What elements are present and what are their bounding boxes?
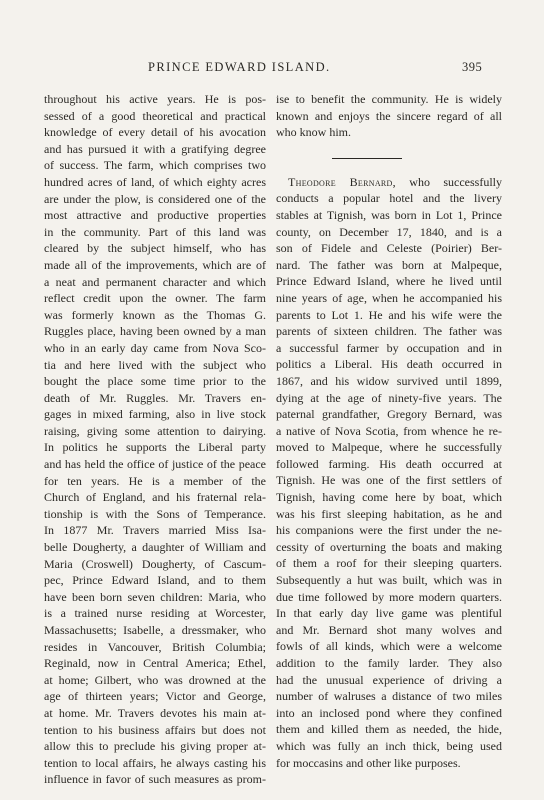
text-line: parents of sixteen children. The father was bbox=[276, 324, 502, 339]
left-column bbox=[44, 91, 266, 788]
text-line: who in an early day came from Nova Sco- bbox=[44, 340, 266, 355]
text-line: nine years of age, when he accompanied his bbox=[276, 290, 502, 305]
text-line: had the unusual experience of driving a bbox=[276, 672, 502, 687]
text-line: In 1877 Mr. Travers married Miss Isa- bbox=[44, 523, 266, 538]
text-line: parents to Lot 1. He and his wife were the bbox=[276, 307, 502, 322]
text-line: 1867, and his widow survived until 1899, bbox=[276, 373, 502, 388]
text-line: most attractive and productive properties bbox=[44, 208, 266, 223]
text-line: made all of the improvements, which are of bbox=[44, 257, 266, 272]
text-line: age of thirteen years; Victor and George, bbox=[44, 689, 266, 704]
text-line: influence in favor of such measures as prom- bbox=[44, 772, 266, 787]
text-line: knowledge of every detail of his avocation bbox=[44, 125, 266, 140]
text-line: and has pursued it with a gratifying degree bbox=[44, 141, 266, 156]
text-line: pec, Prince Edward Island, and to them bbox=[44, 573, 266, 588]
text-line: into an inclosed pond where they confined bbox=[276, 705, 502, 720]
entry-first-line-rest: who successfully bbox=[409, 174, 502, 189]
text-line: Church of England, and his fraternal rela- bbox=[44, 490, 266, 505]
text-line: reflect credit upon the owner. The farm bbox=[44, 291, 266, 306]
text-line: Tignish, having come here by boat, which bbox=[276, 490, 502, 505]
text-line: bought the place some time prior to the bbox=[44, 374, 266, 389]
text-line: them and killed them as needed, the hide, bbox=[276, 722, 502, 737]
text-line: In politics he supports the Liberal party bbox=[44, 440, 266, 455]
text-line: and has held the office of justice of the peace bbox=[44, 457, 266, 472]
text-line: throughout his active years. He is pos- bbox=[44, 92, 266, 106]
text-line: conducts a popular hotel and the livery bbox=[276, 191, 502, 206]
text-line: in the community. Part of this land was bbox=[44, 224, 266, 239]
text-line: tention to local affairs, he always casting his bbox=[44, 755, 266, 770]
text-line: tention to his business affairs but does not bbox=[44, 722, 266, 737]
text-line: a successful farmer by occupation and in bbox=[276, 340, 502, 355]
text-line: In that early day live game was plentiful bbox=[276, 606, 502, 621]
text-line: have been born seven children: Maria, who bbox=[44, 589, 266, 604]
right-column-continuation bbox=[276, 91, 502, 141]
text-line: and Mr. Bernard shot many wolves and bbox=[276, 622, 502, 637]
text-line: dying at the age of ninety-five years. The bbox=[276, 390, 502, 405]
text-line: a neat and permanent character and which bbox=[44, 274, 266, 289]
text-line: allow this to preclude his giving proper at- bbox=[44, 739, 266, 754]
text-line: paternal grandfather, Gregory Bernard, was bbox=[276, 407, 502, 422]
text-line: was formerly known as the Thomas G. bbox=[44, 307, 266, 322]
biography-entry-theodore-bernard bbox=[276, 174, 502, 771]
right-column bbox=[276, 91, 502, 771]
text-line: his companions were the first under the ne- bbox=[276, 523, 502, 538]
text-line: raising, giving some attention to dairying. bbox=[44, 423, 266, 438]
text-line: son of Fidele and Celeste (Poirier) Ber- bbox=[276, 241, 502, 256]
text-line: addition to the family larder. They also bbox=[276, 656, 502, 670]
text-line: Tignish. He was one of the first settlers of bbox=[276, 473, 502, 488]
text-line: nard. The father was born at Malpeque, bbox=[276, 257, 502, 272]
text-line: are under the plow, is considered one of the bbox=[44, 191, 266, 206]
text-line: a native of Nova Scotia, from whence he re- bbox=[276, 423, 502, 438]
text-line: moved to Malpeque, where he successfully bbox=[276, 440, 502, 455]
text-line: known and enjoys the sincere regard of all bbox=[276, 108, 502, 123]
text-line: due time followed by more modern quarters. bbox=[276, 589, 502, 604]
text-line: gages in mixed farming, also in live stock bbox=[44, 407, 266, 422]
text-line: of them a roof for their sleeping quarters. bbox=[276, 556, 502, 571]
text-line: Massachusetts; Isabelle, a dressmaker, who bbox=[44, 623, 266, 637]
text-line: at home; Gilbert, who was drowned at the bbox=[44, 672, 266, 687]
text-line: tionship is with the Sons of Temperance. bbox=[44, 506, 266, 521]
text-line: Ruggles place, having been owned by a man bbox=[44, 324, 266, 339]
text-line: which was fully an inch thick, being used bbox=[276, 738, 502, 753]
text-line: Prince Edward Island, where he lived until bbox=[276, 274, 502, 289]
text-line: politics a Liberal. His death occurred in bbox=[276, 357, 502, 372]
text-line: ise to benefit the community. He is widely bbox=[276, 92, 502, 106]
text-line: of success. The farm, which comprises two bbox=[44, 158, 266, 173]
text-line: sessed of a good theoretical and practical bbox=[44, 108, 266, 123]
text-line: hundred acres of land, of which eighty acres bbox=[44, 174, 266, 189]
text-line: cleared by the subject himself, who has bbox=[44, 241, 266, 256]
text-line: stables at Tignish, was born in Lot 1, Prince bbox=[276, 207, 502, 222]
text-line: number of walruses a distance of two miles bbox=[276, 689, 502, 704]
text-line: at home. Mr. Travers devotes his main at- bbox=[44, 705, 266, 720]
text-line: tia and here lived with the subject who bbox=[44, 357, 266, 372]
section-gap bbox=[276, 141, 502, 174]
text-line: followed farming. His death occurred at bbox=[276, 456, 502, 471]
page-number: 395 bbox=[462, 60, 483, 74]
running-header bbox=[0, 60, 544, 78]
text-line: was his first sleeping habitation, as he and bbox=[276, 506, 502, 521]
text-line: is a trained nurse residing at Worcester, bbox=[44, 606, 266, 621]
text-line: for ten years. He is a member of the bbox=[44, 473, 266, 488]
text-line: for moccasins and other like purposes. bbox=[276, 755, 461, 770]
text-line: fowls of all kinds, which were a welcome bbox=[276, 639, 502, 654]
text-line: Reginald, now in Central America; Ethel, bbox=[44, 656, 266, 671]
text-line: death of Mr. Ruggles. Mr. Travers en- bbox=[44, 390, 266, 405]
text-line: Maria (Croswell) Dougherty, of Cascum- bbox=[44, 556, 266, 571]
text-line: cessity of overturning the boats and making bbox=[276, 539, 502, 554]
text-line: resides in Vancouver, British Columbia; bbox=[44, 639, 266, 654]
running-title: PRINCE EDWARD ISLAND. bbox=[148, 60, 331, 74]
text-line: who know him. bbox=[276, 125, 351, 140]
text-line: Subsequently a hut was built, which was in bbox=[276, 573, 502, 588]
entry-name: Theodore Bernard, bbox=[288, 174, 396, 189]
text-line: county, on December 17, 1840, and is a bbox=[276, 224, 502, 239]
text-line bbox=[276, 174, 502, 191]
text-line: belle Dougherty, a daughter of William and bbox=[44, 540, 266, 555]
